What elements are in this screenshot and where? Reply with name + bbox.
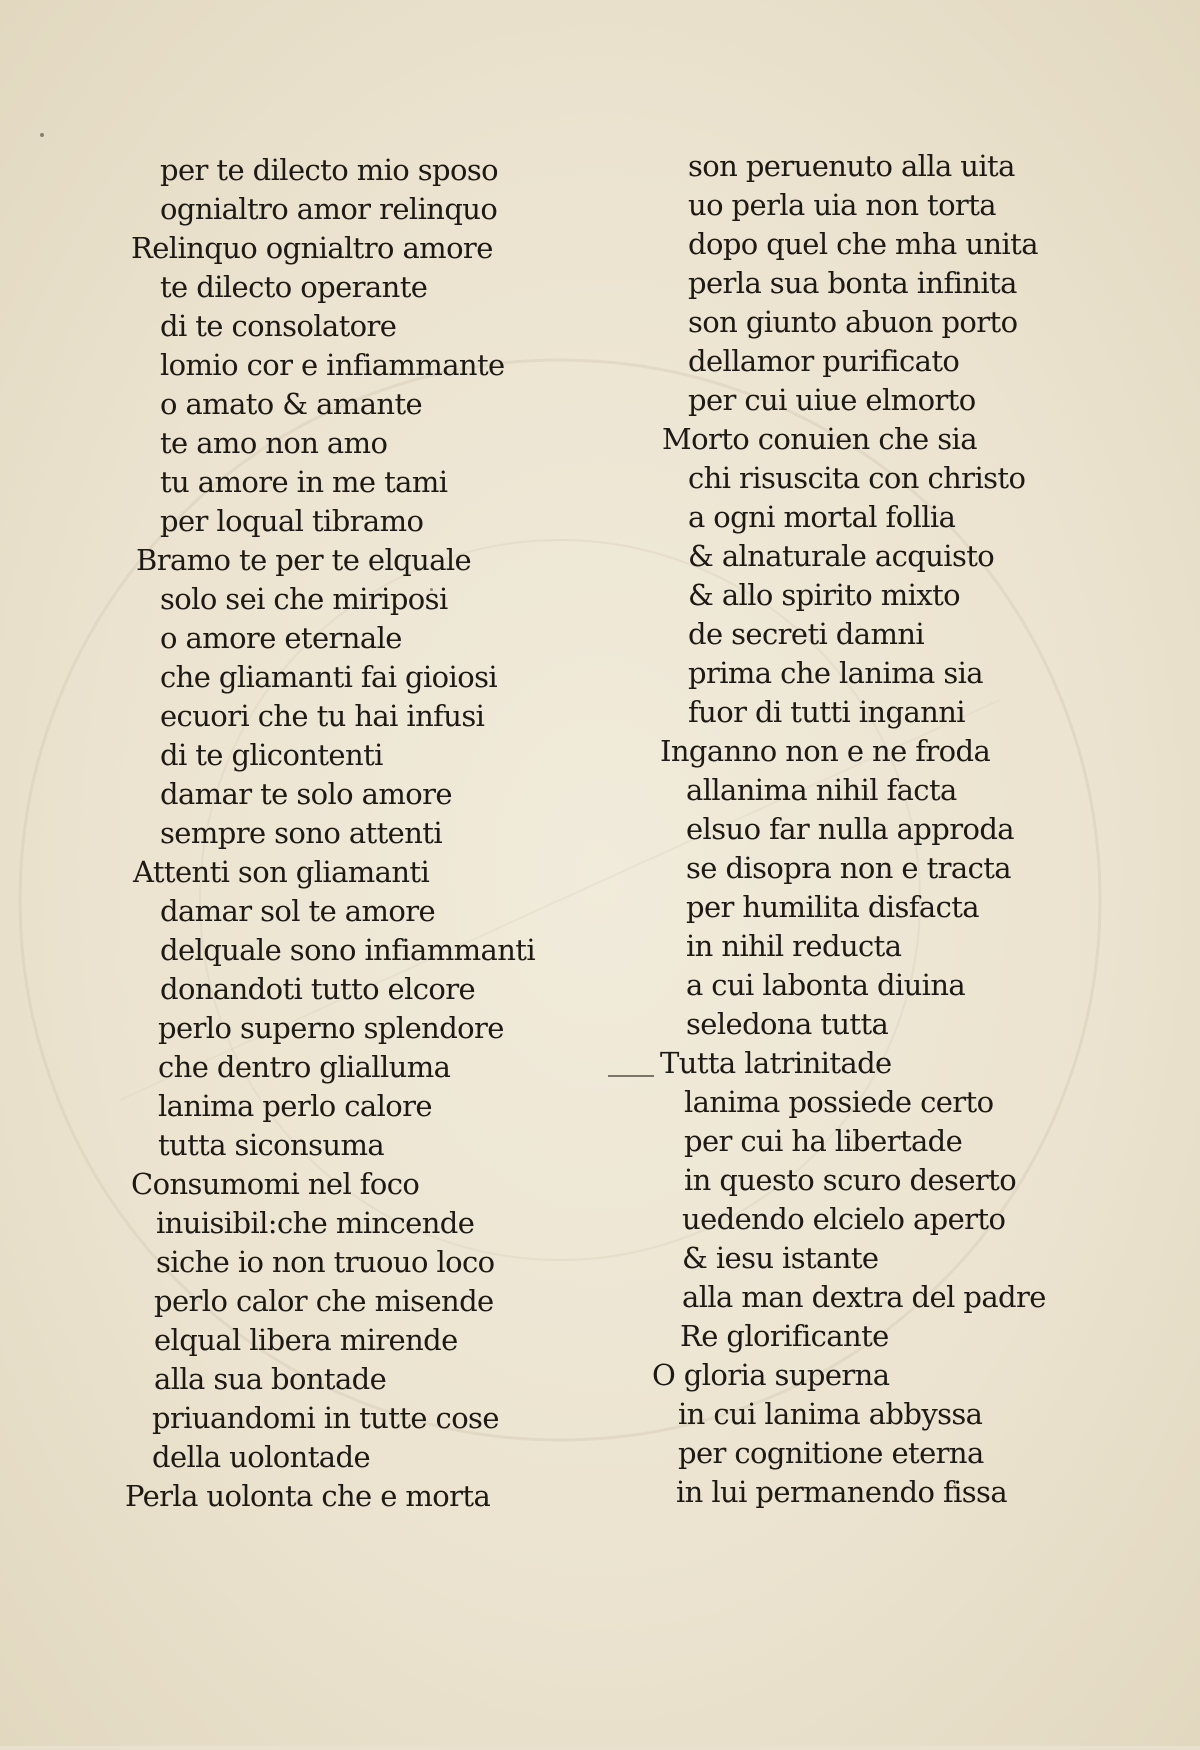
verse-line: Relinquo ognialtro amore: [131, 231, 493, 265]
verse-line: Consumomi nel foco: [131, 1167, 420, 1201]
verse-line: perlo superno splendore: [158, 1011, 504, 1045]
verse-line: uedendo elcielo aperto: [682, 1202, 1006, 1236]
verse-line: in questo scuro deserto: [684, 1163, 1017, 1197]
verse-line: per cognitione eterna: [678, 1436, 984, 1470]
verse-line: o amore eternale: [160, 621, 402, 655]
verse-line: son giunto abuon porto: [688, 305, 1018, 339]
verse-line: perla sua bonta infinita: [688, 266, 1017, 300]
verse-line: tutta siconsuma: [158, 1128, 385, 1162]
verse-line: per cui uiue elmorto: [688, 383, 976, 417]
verse-line: elsuo far nulla approda: [686, 812, 1014, 846]
verse-line: lanima perlo calore: [158, 1089, 432, 1123]
verse-line: seledona tutta: [686, 1007, 889, 1041]
verse-line: dellamor purificato: [688, 344, 960, 378]
verse-line: uo perla uia non torta: [688, 188, 996, 222]
verse-line: Perla uolonta che e morta: [125, 1479, 491, 1513]
verse-line: priuandomi in tutte cose: [152, 1401, 499, 1435]
verse-line: damar te solo amore: [160, 777, 452, 811]
verse-line: Inganno non e ne froda: [660, 734, 991, 768]
verse-line: Morto conuien che sia: [662, 422, 977, 456]
verse-line: siche io non truouo loco: [156, 1245, 495, 1279]
verse-line: alla sua bontade: [154, 1362, 387, 1396]
verse-line: elqual libera mirende: [154, 1323, 458, 1357]
verse-line: donandoti tutto elcore: [160, 972, 476, 1006]
verse-line: in lui permanendo fissa: [676, 1475, 1008, 1509]
verse-line: di te glicontenti: [160, 738, 383, 772]
verse-line: chi risuscita con christo: [688, 461, 1026, 495]
verse-line: a ogni mortal follia: [688, 500, 956, 534]
verse-line: damar sol te amore: [160, 894, 436, 928]
verse-line: fuor di tutti inganni: [688, 695, 965, 729]
verse-line: te amo non amo: [160, 426, 388, 460]
verse-line: & alnaturale acquisto: [688, 539, 995, 573]
verse-line: per te dilecto mio sposo: [160, 153, 498, 187]
verse-line: a cui labonta diuina: [686, 968, 966, 1002]
verse-line: de secreti damni: [688, 617, 925, 651]
verse-line: lomio cor e infiammante: [160, 348, 505, 382]
verse-line: & allo spirito mixto: [688, 578, 960, 612]
verse-line: perlo calor che misende: [154, 1284, 494, 1318]
verse-line: prima che lanima sia: [688, 656, 983, 690]
verse-line: che gliamanti fai gioiosi: [160, 660, 498, 694]
verse-line: Bramo te per te elquale: [136, 543, 472, 577]
verse-line: ecuori che tu hai infusi: [160, 699, 485, 733]
verse-line: di te consolatore: [160, 309, 397, 343]
verse-line: per humilita disfacta: [686, 890, 979, 924]
verse-line: se disopra non e tracta: [686, 851, 1011, 885]
verse-line: solo sei che miriposi: [160, 582, 448, 616]
verse-line: che dentro glialluma: [158, 1050, 451, 1084]
verse-line: Tutta latrinitade: [660, 1046, 892, 1080]
verse-line: & iesu istante: [682, 1241, 879, 1275]
verse-line: dopo quel che mha unita: [688, 227, 1038, 261]
verse-line: inuisibil:che mincende: [156, 1206, 475, 1240]
verse-line: o amato & amante: [160, 387, 423, 421]
verse-line: son peruenuto alla uita: [688, 149, 1015, 183]
verse-line: delquale sono infiammanti: [160, 933, 536, 967]
verse-line: alla man dextra del padre: [682, 1280, 1046, 1314]
verse-line: per loqual tibramo: [160, 504, 424, 538]
verse-line: O gloria superna: [652, 1358, 890, 1392]
verse-line: in cui lanima abbyssa: [678, 1397, 983, 1431]
verse-line: in nihil reducta: [686, 929, 902, 963]
verse-line: per cui ha libertade: [684, 1124, 963, 1158]
margin-dash: [608, 1075, 654, 1077]
verse-line: sempre sono attenti: [160, 816, 443, 850]
verse-line: lanima possiede certo: [684, 1085, 994, 1119]
ink-speck: [40, 133, 44, 137]
verse-line: Re glorificante: [680, 1319, 889, 1353]
verse-line: Attenti son gliamanti: [133, 855, 430, 889]
verse-line: allanima nihil facta: [686, 773, 957, 807]
verse-line: ognialtro amor relinquo: [160, 192, 498, 226]
verse-line: tu amore in me tami: [160, 465, 448, 499]
verse-line: te dilecto operante: [160, 270, 428, 304]
verse-line: della uolontade: [152, 1440, 371, 1474]
